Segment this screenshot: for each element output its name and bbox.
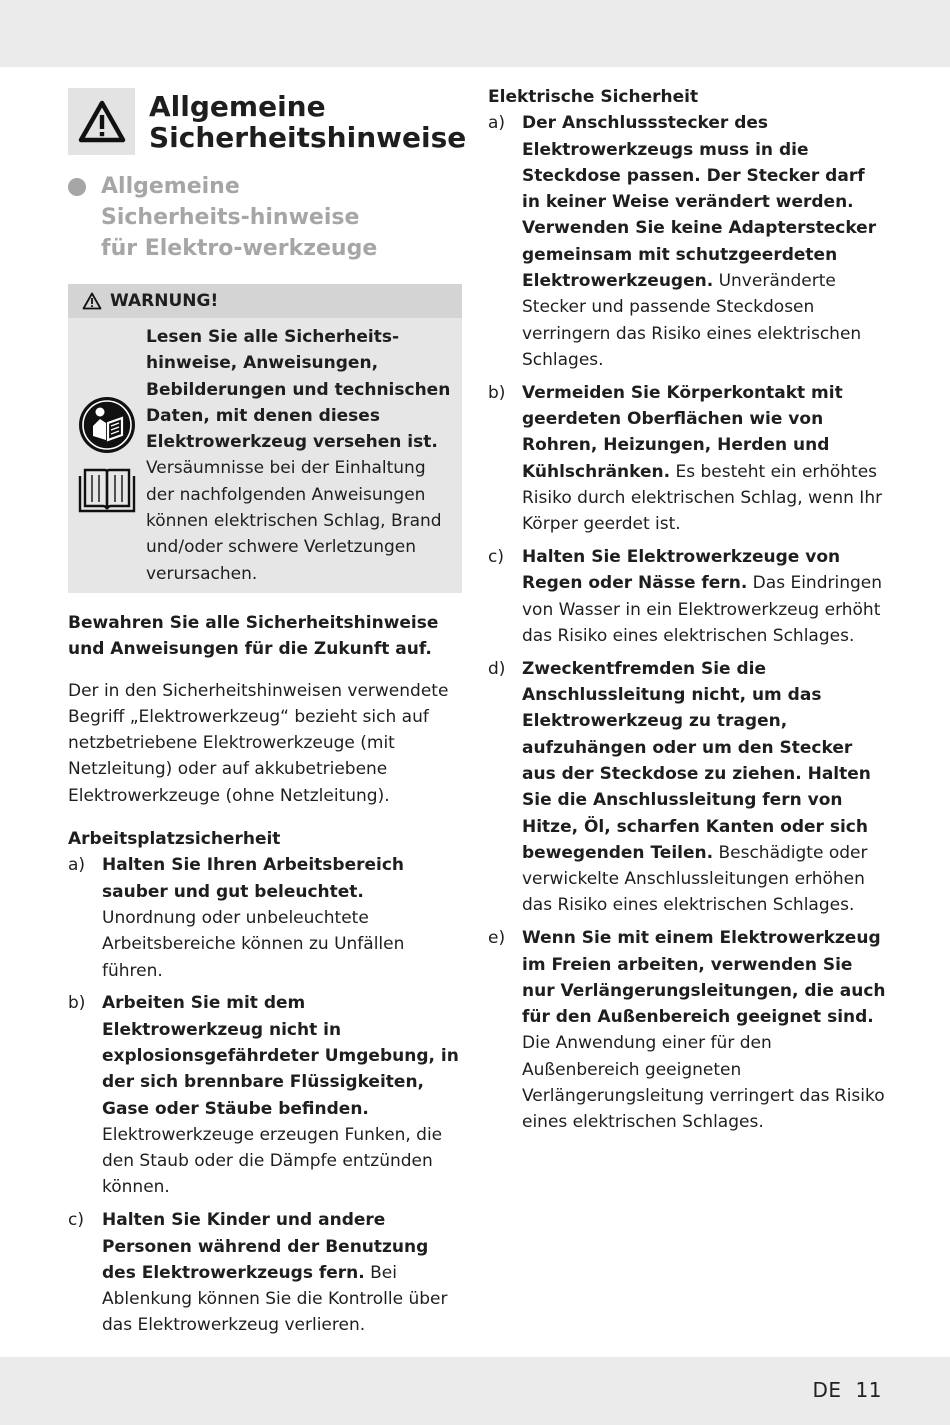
save-instructions-note: Bewahren Sie alle Sicherheitshinweise und Anweisungen für die Zukunft auf. [68, 612, 439, 660]
item-text: Es besteht ein erhöhtes Risiko durch elektrischen Schlag, wenn Ihr Körper geerdet ist. [522, 461, 883, 535]
warning-text [146, 324, 452, 587]
right-column [488, 84, 888, 1142]
subheading [68, 171, 462, 264]
item-text: Das Eindringen von Wasser in ein Elektrowerkzeug erhöht das Risiko eines elektrischen Schlages. [522, 573, 882, 646]
read-manual-icon [78, 396, 136, 454]
left-column [68, 88, 467, 1345]
item-label: d) [488, 658, 506, 679]
item-text: Beschädigte oder verwickelte Anschlussleitungen erhöhen das Risiko eines elektrischen Schlages. [522, 842, 868, 916]
list-item [68, 852, 462, 983]
item-bold-text: Vermeiden Sie Körperkontakt mit geerdeten Oberflächen wie von Rohren, Heizungen, Herden und Kühlschränken. [522, 382, 843, 482]
item-bold-text: Halten Sie Ihren Arbeitsbereich sauber und gut beleuchtet. [102, 855, 405, 902]
list-item [488, 925, 888, 1135]
warning-bold-text: Lesen Sie alle Sicherheits-hinweise, Anweisungen, Bebilderungen und technischen Daten, mit denen dieses Elektrowerkzeug versehen ist. [146, 327, 451, 453]
item-label: b) [68, 993, 86, 1014]
item-text: Bei Ablenkung können Sie die Kontrolle über das Elektrowerkzeug verlieren. [102, 1262, 448, 1336]
warning-small-icon [82, 292, 102, 310]
warning-icons [68, 324, 146, 587]
item-bold-text: Halten Sie Kinder und andere Personen während der Benutzung des Elektrowerkzeugs fern. [102, 1210, 429, 1283]
warning-box [68, 284, 462, 593]
item-label: a) [68, 855, 86, 876]
list-item [68, 1207, 462, 1338]
item-bold-text: Arbeiten Sie mit dem Elektrowerkzeug nicht in explosionsgefährdeter Umgebung, in der sich brennbare Flüssigkeiten, Gase oder Stäube befinden. [102, 993, 459, 1119]
list-item [488, 380, 888, 538]
list-item [488, 544, 888, 649]
item-label: c) [488, 547, 504, 568]
title-block [68, 88, 467, 155]
workplace-list [68, 852, 462, 1338]
item-bold-text: Halten Sie Elektrowerkzeuge von Regen oder Nässe fern. [522, 547, 841, 594]
item-text: Elektrowerkzeuge erzeugen Funken, die den Staub oder die Dämpfe entzünden können. [102, 1124, 443, 1198]
book-icon [77, 464, 137, 516]
item-text: Unveränderte Stecker und passende Steckdosen verringern das Risiko eines elektrischen Schlages. [522, 271, 862, 370]
workplace-safety-heading: Arbeitsplatzsicherheit [68, 829, 281, 850]
intro-paragraph: Der in den Sicherheitshinweisen verwendete Begriff „Elektrowerkzeug“ bezieht sich auf netzbetriebene Elektrowerkzeuge (mit Netzleitung) oder auf akkubetriebene Elektrowerkzeuge (ohne Netzleitung). [68, 680, 449, 806]
item-label: a) [488, 113, 506, 134]
warning-body [68, 318, 462, 587]
item-text: Die Anwendung einer für den Außenbereich geeigneten Verlängerungsleitung verringert das Risiko eines elektrischen Schlages. [522, 1033, 885, 1133]
item-label: c) [68, 1210, 84, 1231]
electrical-list [488, 110, 888, 1135]
item-bold-text: Wenn Sie mit einem Elektrowerkzeug im Freien arbeiten, verwenden Sie nur Verlängerungsleitungen, die auch für den Außenbereich geeignet sind. [522, 928, 886, 1028]
bottom-band [0, 1357, 950, 1425]
electrical-safety-heading: Elektrische Sicherheit [488, 87, 699, 107]
list-item [488, 110, 888, 373]
top-band [0, 0, 950, 67]
item-label: b) [488, 382, 506, 403]
item-text: Unordnung oder unbeleuchtete Arbeitsbereiche können zu Unfällen führen. [102, 907, 405, 981]
warning-header [68, 284, 462, 318]
page-title: Allgemeine Sicherheitshinweise [149, 89, 467, 154]
warning-label: WARNUNG! [110, 291, 219, 311]
warning-triangle-icon [68, 88, 135, 155]
subheading-text: Allgemeine Sicherheits-hinweise für Elektro-werkzeuge [101, 174, 378, 261]
page-number: 11 [855, 1378, 882, 1402]
language-code: DE [812, 1378, 842, 1402]
list-item [68, 990, 462, 1200]
item-bold-text: Der Anschlussstecker des Elektrowerkzeugs muss in die Steckdose passen. Der Stecker darf in keiner Weise verändert werden. Verwenden Sie keine Adapterstecker gemeinsam mit schutzgeerdeten Elektrowerkzeugen. [522, 113, 877, 292]
item-label: e) [488, 928, 506, 949]
warning-normal-text: Versäumnisse bei der Einhaltung der nachfolgenden Anweisungen können elektrischen Schlag, Brand und/oder schwere Verletzungen verursachen. [146, 458, 442, 584]
list-item [488, 656, 888, 919]
page-footer [813, 1378, 883, 1402]
bullet-icon [68, 178, 86, 196]
item-bold-text: Zweckentfremden Sie die Anschlussleitung nicht, um das Elektrowerkzeug zu tragen, aufzuhängen oder um den Stecker aus der Steckdose zu ziehen. Halten Sie die Anschlussleitung fern von Hitze, Öl, scharfen Kanten oder sich bewegenden Teilen. [522, 658, 871, 863]
